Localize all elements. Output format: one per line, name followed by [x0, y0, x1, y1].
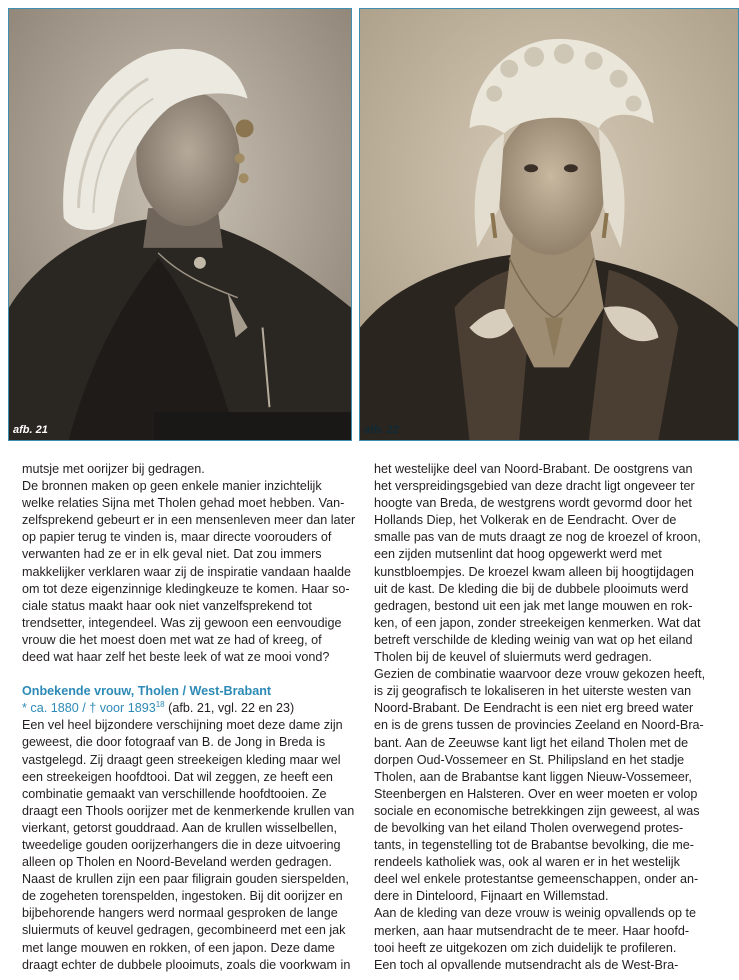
figure-caption: afb. 22: [364, 424, 399, 436]
text-line: rendeels katholiek was, ook al waren er in het westelijk: [374, 855, 680, 870]
paragraph-body: [22, 717, 358, 973]
text-line: Hollands Diep, het Volkerak en de Eendracht. Over de: [374, 513, 677, 528]
text-line: Steenbergen en Halsteren. Over en weer moeten er volop: [374, 786, 698, 801]
text-line: tants, in tegenstelling tot de Brabantse bevolking, die me-: [374, 838, 694, 853]
photo-afb-21: [8, 8, 352, 441]
text-line: ciale status maakt haar ook niet vanzelfsprekend tot: [22, 598, 312, 613]
section-dates: [22, 700, 358, 717]
figure-reference: (afb. 21, vgl. 22 en 23): [164, 701, 295, 716]
section-heading: Onbekende vrouw, Tholen / West-Brabant: [22, 684, 272, 699]
text-line: deel wel enkele protestantse gemeenschappen, onder an-: [374, 872, 699, 887]
text-line: om tot deze eigenzinnige kledingkeuze te komen. Haar so-: [22, 581, 350, 596]
text-line: combinatie gemaakt van verschillende hoofdtooien. Ze: [22, 786, 327, 801]
footnote-marker: 18: [155, 700, 165, 710]
text-line: vastgelegd. Zij draagt geen streekeigen kleding maar wel: [22, 752, 341, 767]
text-line: draagt echter de dubbele plooimuts, zoals die voorkwam in: [22, 957, 351, 972]
text-line: sluiermuts of keuvel gedragen, gecombineerd met een jak: [22, 923, 346, 938]
text-line: tweedelige gouden oorijzerhangers die in deze uitvoering: [22, 837, 341, 852]
photo-afb-22: [359, 8, 739, 441]
figure-caption: afb. 21: [13, 424, 48, 436]
text-line: sociale en economische betrekkingen zijn geweest, al was: [374, 803, 700, 818]
paragraph-body-right: [374, 461, 714, 974]
section-dates-text: * ca. 1880 / † voor 1893: [22, 701, 156, 716]
text-line: een streekeigen hoofdtooi. Dat wil zeggen, ze heeft een: [22, 769, 333, 784]
text-line: verwanten had ze er in elk geval niet. Dat zou immers: [22, 547, 322, 562]
text-line: vierkant, getorst gouddraad. Aan de krullen wisselbellen,: [22, 820, 338, 835]
text-line: Een toch al opvallende mutsendracht als de West-Bra-: [374, 957, 679, 972]
text-line: geweest, die door fotograaf van B. de Jong in Breda is: [22, 735, 326, 750]
text-line: smalle pas van de muts draagt ze nog de kroezel of kroon,: [374, 530, 701, 545]
text-line: en is de grens tussen de provincies Zeeland en Noord-Bra-: [374, 718, 704, 733]
text-line: Tholen bij de keuvel of sluiermuts werd gedragen.: [374, 650, 652, 665]
text-line: ken, of een japon, zonder streekeigen kenmerken. Wat dat: [374, 615, 701, 630]
text-line: is zij geografisch te lokaliseren in het uiterste westen van: [374, 684, 692, 699]
text-line: welke relaties Sijna met Tholen gehad moet hebben. Van-: [22, 496, 345, 511]
paragraph-intro: [22, 461, 358, 666]
text-line: een zijden mutsenlint dat hoog opgewerkt werd met: [374, 547, 662, 562]
text-line: Tholen, aan de Brabantse kant liggen Nieuw-Vossemeer,: [374, 769, 692, 784]
text-line: tooi heeft ze uitgekozen om zich duidelijk te profileren.: [374, 940, 677, 955]
text-line: het westelijke deel van Noord-Brabant. De oostgrens van: [374, 462, 693, 476]
text-line: draagt een Thools oorijzer met de kenmerkende krullen van: [22, 803, 355, 818]
portrait-woman-lace-cap-image: [9, 9, 351, 440]
text-line: Een vel heel bijzondere verschijning moet deze dame zijn: [22, 718, 343, 733]
text-line: het verspreidingsgebied van deze dracht ligt ongeveer ter: [374, 479, 695, 494]
text-line: dorpen Oud-Vossemeer en St. Philipsland en het stadje: [374, 752, 685, 767]
text-line: kunstbloempjes. De kroezel kwam alleen bij hoogtijdagen: [374, 564, 694, 579]
text-column-right: [374, 461, 714, 974]
text-line: vrouw die het moest doen met wat ze had of kreeg, of: [22, 632, 322, 647]
text-line: alleen op Tholen en Noord-Beveland werden gedragen.: [22, 855, 332, 870]
text-line: dere in Dinteloord, Fijnaart en Willemstad.: [374, 889, 609, 904]
text-line: op papier terug te vinden is, maar directe voorouders of: [22, 530, 332, 545]
text-line: makkelijker verklaren waar zij de inspiratie vandaan haalde: [22, 564, 352, 579]
text-line: betreft verschilde de kleding weinig van wat op het eiland: [374, 632, 693, 647]
text-column-left: [22, 461, 358, 974]
text-line: De bronnen maken op geen enkele manier inzichtelijk: [22, 479, 322, 494]
text-line: trendsetter, integendeel. Was zij gewoon een eenvoudige: [22, 615, 342, 630]
text-line: de zogeheten torenspelden, ingestoken. Bij dit oorijzer en: [22, 889, 343, 904]
text-line: met lange mouwen en rokken, of een japon. Deze dame: [22, 940, 335, 955]
text-line: hoogte van Breda, de westgrens wordt gevormd door het: [374, 496, 692, 511]
portrait-woman-crown-cap-image: [360, 9, 738, 440]
text-line: Naast de krullen zijn een paar filigrain gouden sierspelden,: [22, 872, 349, 887]
text-line: Aan de kleding van deze vrouw is weinig opvallends op te: [374, 906, 697, 921]
text-line: zelfsprekend gebeurt er in een mensenleven meer dan later: [22, 513, 356, 528]
text-line: Noord-Brabant. De Eendracht is een niet erg breed water: [374, 701, 694, 716]
text-line: bijbehorende hangers werd normaal gesproken de lange: [22, 906, 338, 921]
text-line: Gezien de combinatie waarvoor deze vrouw gekozen heeft,: [374, 667, 706, 682]
text-line: mutsje met oorijzer bij gedragen.: [22, 462, 205, 476]
text-line: merken, aan haar mutsendracht de te meer. Haar hoofd-: [374, 923, 690, 938]
text-line: gedragen, bestond uit een jak met lange mouwen en rok-: [374, 598, 693, 613]
text-line: uit de kast. De kleding die bij de dubbele plooimuts werd: [374, 581, 689, 596]
text-line: deed wat haar zelf het beste leek of wat ze mooi vond?: [22, 650, 330, 665]
text-line: bant. Aan de Zeeuwse kant ligt het eiland Tholen met de: [374, 735, 689, 750]
text-line: de bevolking van het eiland Tholen overwegend protes-: [374, 820, 684, 835]
